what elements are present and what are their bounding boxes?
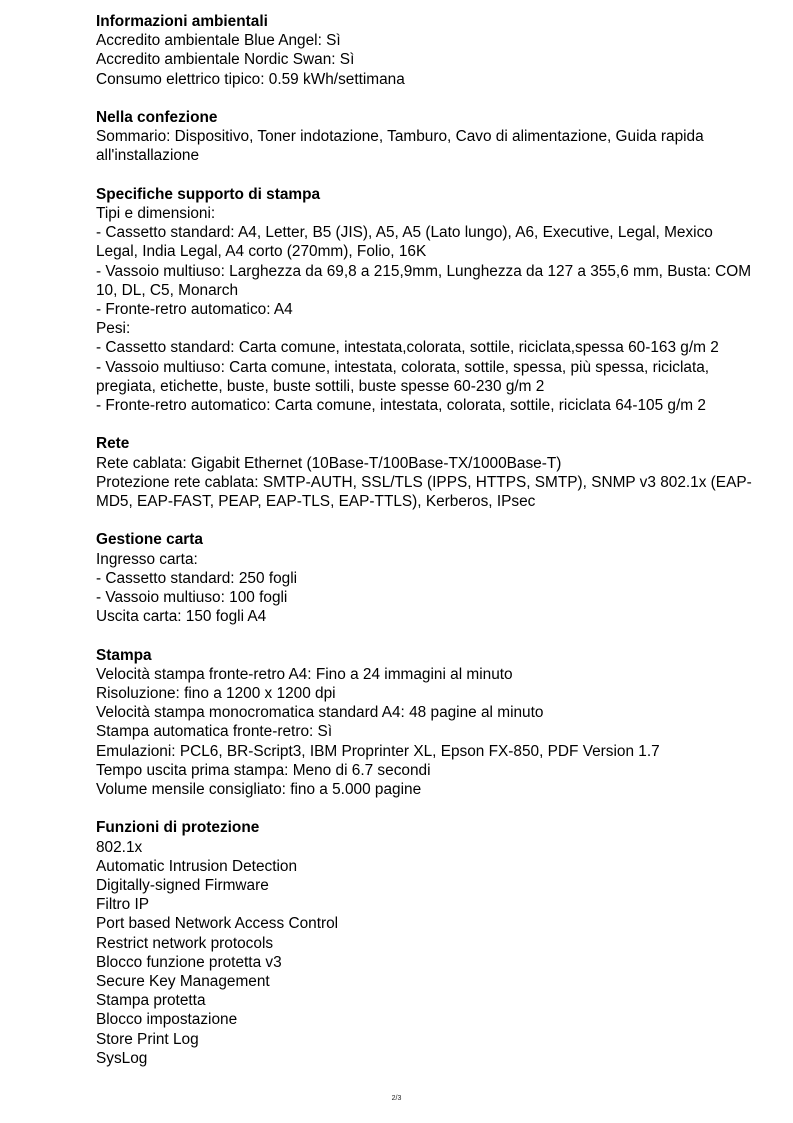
spec-line: Tipi e dimensioni:	[96, 205, 216, 222]
spec-line: Accredito ambientale Blue Angel: Sì	[96, 32, 341, 50]
spec-line: 802.1x	[96, 838, 143, 856]
spec-line: SysLog	[96, 1049, 148, 1067]
spec-line: Blocco funzione protetta v3	[96, 953, 282, 971]
spec-line: Volume mensile consigliato: fino a 5.000 pagine	[96, 781, 422, 799]
section-heading: Gestione carta	[96, 531, 203, 549]
spec-line: Rete cablata: Gigabit Ethernet (10Base-T/100Base-TX/1000Base-T)	[96, 454, 562, 472]
spec-line: Risoluzione: fino a 1200 x 1200 dpi	[96, 685, 336, 703]
spec-line: Velocità stampa fronte-retro A4: Fino a 24 immagini al minuto	[96, 665, 513, 683]
spec-section	[96, 530, 756, 626]
spec-line: Tempo uscita prima stampa: Meno di 6.7 secondi	[96, 761, 431, 779]
spec-line: Sommario: Dispositivo, Toner indotazione, Tamburo, Cavo di alimentazione, Guida rapida all'installazione	[96, 128, 704, 165]
page-number: 2/3	[391, 1095, 402, 1102]
spec-section	[96, 434, 756, 511]
spec-line: - Vassoio multiuso: Carta comune, intestata, colorata, sottile, spessa, più spessa, riciclata, pregiata, etichette, buste, buste sottili, buste spesse 60-230 g/m 2	[96, 358, 710, 395]
section-heading: Specifiche supporto di stampa	[96, 185, 321, 203]
spec-section	[96, 185, 756, 415]
section-heading: Nella confezione	[96, 109, 218, 126]
section-heading: Informazioni ambientali	[96, 13, 268, 30]
spec-line: Automatic Intrusion Detection	[96, 857, 298, 875]
section-heading: Stampa	[96, 646, 152, 664]
spec-line: Digitally-signed Firmware	[96, 877, 269, 895]
section-heading: Rete	[96, 435, 130, 453]
spec-section	[96, 12, 756, 89]
document-body	[96, 12, 756, 1087]
spec-line: - Cassetto standard: A4, Letter, B5 (JIS), A5, A5 (Lato lungo), A6, Executive, Legal, Mexico Legal, India Legal, A4 corto (270mm), Folio, 16K	[96, 224, 713, 261]
spec-line: - Fronte-retro automatico: Carta comune, intestata, colorata, sottile, riciclata 64-105 g/m 2	[96, 397, 706, 415]
spec-line: Velocità stampa monocromatica standard A4: 48 pagine al minuto	[96, 704, 544, 722]
spec-line: Restrict network protocols	[96, 934, 274, 952]
spec-line: - Cassetto standard: 250 fogli	[96, 569, 298, 587]
spec-line: Protezione rete cablata: SMTP-AUTH, SSL/TLS (IPPS, HTTPS, SMTP), SNMP v3 802.1x (EAP-MD5, EAP-FAST, PEAP, EAP-TLS, EAP-TTLS), Kerberos, IPsec	[96, 473, 752, 511]
spec-line: Stampa protetta	[96, 992, 206, 1010]
spec-line: Ingresso carta:	[96, 550, 198, 568]
spec-section	[96, 646, 756, 800]
spec-line: Secure Key Management	[96, 973, 270, 991]
spec-line: - Cassetto standard: Carta comune, intestata,colorata, sottile, riciclata,spessa 60-163 g/m 2	[96, 339, 719, 357]
spec-line: Pesi:	[96, 320, 131, 338]
spec-line: - Fronte-retro automatico: A4	[96, 301, 293, 319]
spec-line: Stampa automatica fronte-retro: Sì	[96, 723, 333, 741]
spec-line: Filtro IP	[96, 896, 150, 914]
spec-section	[96, 818, 756, 1068]
spec-line: Port based Network Access Control	[96, 915, 339, 933]
spec-line: Emulazioni: PCL6, BR-Script3, IBM Proprinter XL, Epson FX-850, PDF Version 1.7	[96, 742, 660, 760]
spec-line: Accredito ambientale Nordic Swan: Sì	[96, 51, 355, 69]
spec-line: Consumo elettrico tipico: 0.59 kWh/settimana	[96, 70, 405, 88]
spec-line: - Vassoio multiuso: 100 fogli	[96, 589, 288, 607]
spec-line: Uscita carta: 150 fogli A4	[96, 608, 267, 626]
spec-line: - Vassoio multiuso: Larghezza da 69,8 a 215,9mm, Lunghezza da 127 a 355,6 mm, Busta: COM 10, DL, C5, Monarch	[96, 262, 752, 299]
spec-section	[96, 108, 756, 166]
section-heading: Funzioni di protezione	[96, 819, 260, 837]
spec-line: Blocco impostazione	[96, 1011, 238, 1029]
spec-line: Store Print Log	[96, 1030, 199, 1048]
